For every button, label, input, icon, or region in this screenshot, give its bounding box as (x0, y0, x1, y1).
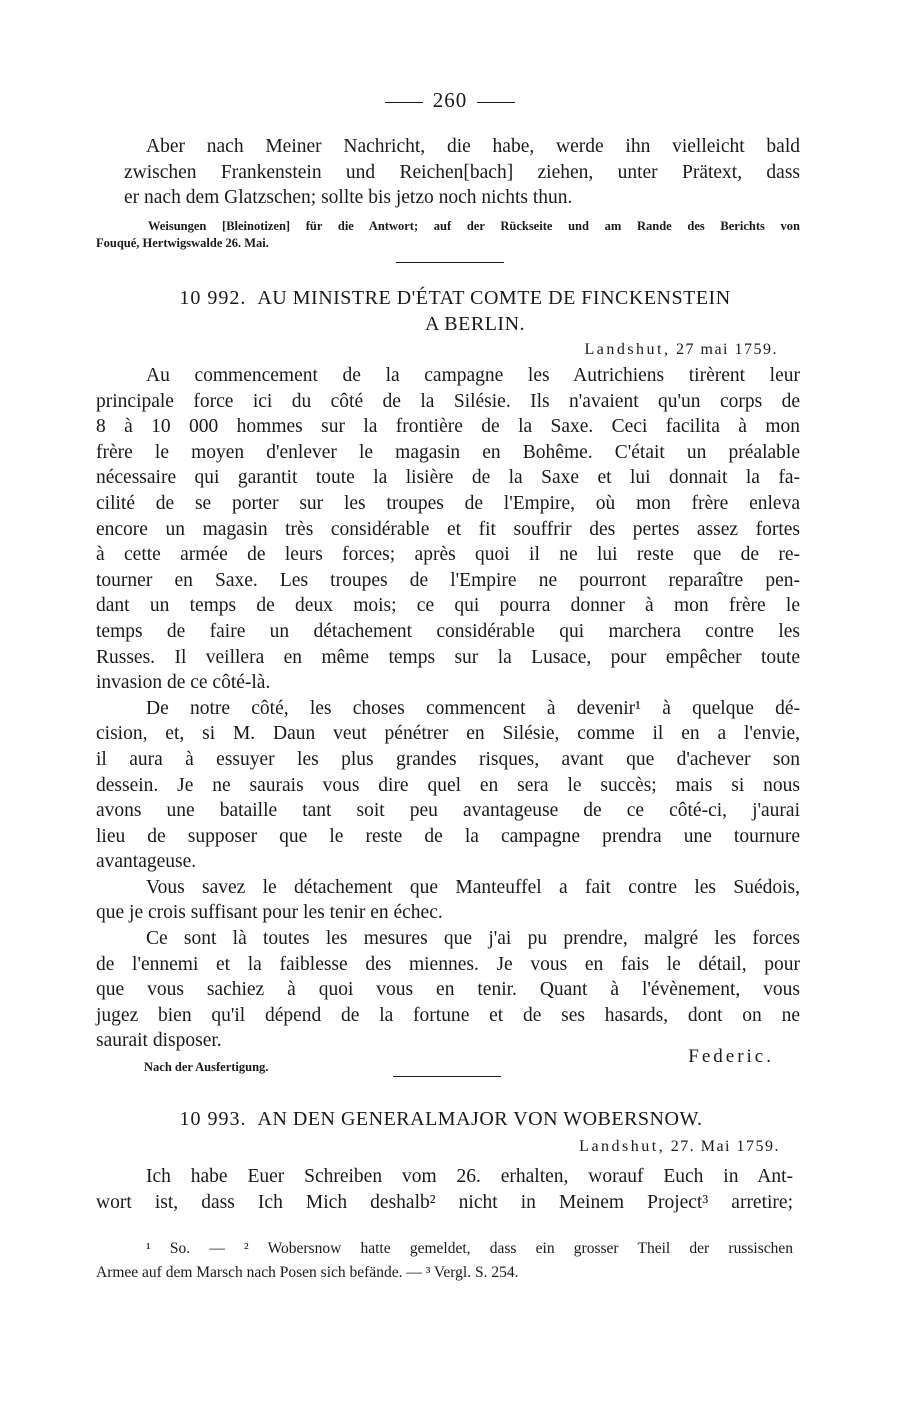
body-line: à cette armée de leurs forces; après quoi il ne lui reste que de re- (96, 544, 800, 566)
body-line: tourner en Saxe. Les troupes de l'Empire ne pourront reparaître pen- (96, 569, 800, 591)
letter-paragraph-4 (96, 926, 800, 1054)
letter-number: 10 993. (179, 1108, 247, 1130)
body-line: nécessaire qui garantit toute la lisière de la Saxe et lui donnait la fa- (96, 467, 800, 489)
body-line: De notre côté, les choses commencent à devenir¹ à quelque dé- (146, 697, 800, 719)
letter-heading-line1: AN DEN GENERALMAJOR VON WOBERSNOW. (257, 1108, 703, 1130)
page-number-dash-right (477, 102, 515, 103)
letter-heading-line1: AU MINISTRE D'ÉTAT COMTE DE FINCKENSTEIN (257, 287, 731, 309)
intro-line: er nach dem Glatzschen; sollte bis jetzo noch nichts thun. (124, 187, 573, 209)
body-line: dessein. Je ne saurais vous dire quel en sera le succès; mais si nous (96, 774, 800, 796)
body-line: avons une bataille tant soit peu avantageuse de ce côté-ci, j'aurai (96, 800, 800, 822)
dateline-date: 27 mai 1759. (676, 341, 778, 358)
letter-10992-dateline (400, 339, 778, 361)
page-number-text: 260 (432, 88, 468, 112)
letter-heading-line2: A BERLIN. (424, 313, 526, 335)
body-line: dant un temps de deux mois; ce qui pourra donner à mon frère le (96, 595, 800, 617)
intro-paragraph (124, 134, 800, 211)
letter-paragraph-2 (96, 696, 800, 875)
body-line: jugez bien qu'il dépend de la fortune et de ses hasards, dont on ne (96, 1004, 800, 1026)
body-line: wort ist, dass Ich Mich deshalb² nicht in Meinem Project³ arretire; (96, 1191, 793, 1213)
body-line: frère le moyen d'enlever le magasin en Bohême. C'était un préalable (96, 441, 800, 463)
letter-10993-heading (110, 1106, 800, 1132)
source-note-line: Weisungen [Bleinotizen] für die Antwort; auf der Rückseite und am Rande des Berichts von (148, 219, 800, 233)
letter-paragraph-1 (96, 363, 800, 696)
dateline-date: 27. Mai 1759. (670, 1138, 780, 1155)
letter-10992-body (96, 363, 800, 1054)
body-line: principale force ici du côté de la Silésie. Ils n'avaient qu'un corps de (96, 390, 800, 412)
body-line: cision, et, si M. Daun veut pénétrer en Silésie, comme il en a l'envie, (96, 723, 800, 745)
intro-line: zwischen Frankenstein und Reichen[bach] ziehen, unter Prätext, dass (124, 161, 800, 183)
body-line: Ich habe Euer Schreiben vom 26. erhalten, worauf Euch in Ant- (146, 1166, 793, 1187)
dateline-place: Landshut, (584, 341, 671, 358)
body-line: que vous sachiez à quoi vous en tenir. Quant à l'évènement, vous (96, 979, 800, 1001)
letter-10992-heading (110, 285, 800, 311)
body-line: il aura à essuyer les plus grandes risques, avant que d'achever son (96, 748, 800, 770)
page-number-dash-left (385, 102, 423, 103)
page-number (0, 86, 900, 114)
source-note-line: Fouqué, Hertwigswalde 26. Mai. (96, 236, 269, 250)
footnotes (96, 1237, 793, 1285)
letter-10992-heading-line2 (110, 311, 800, 337)
body-line: temps de faire un détachement considérable qui marchera contre les (96, 620, 800, 642)
body-line: de l'ennemi et la faiblesse des miennes. Je vous en fais le détail, pour (96, 953, 800, 975)
body-line: Russes. Il veillera en même temps sur la Lusace, pour empêcher toute (96, 646, 800, 668)
body-line: encore un magasin très considérable et fit souffrir des pertes assez fortes (96, 518, 800, 540)
dateline-place: Landshut, (579, 1138, 666, 1155)
source-note-weisungen (96, 218, 800, 252)
footnote-line: Armee auf dem Marsch nach Posen sich befände. — ³ Vergl. S. 254. (96, 1264, 519, 1281)
source-note-ausfertigung: Nach der Ausfertigung. (144, 1060, 269, 1074)
body-line: saurait disposer. (96, 1030, 222, 1052)
signature: Federic. (688, 1046, 774, 1067)
letter-10993-dateline (400, 1136, 780, 1158)
section-divider (396, 262, 504, 263)
body-line: invasion de ce côté-là. (96, 672, 271, 694)
body-line: Ce sont là toutes les mesures que j'ai pu prendre, malgré les forces (146, 928, 800, 950)
section-divider (393, 1076, 501, 1077)
letter-10993-body (96, 1164, 793, 1215)
letter-paragraph-3 (96, 875, 800, 926)
footnote-line: ¹ So. — ² Wobersnow hatte gemeldet, dass ein grosser Theil der russischen (146, 1240, 793, 1257)
letter-number: 10 992. (179, 287, 247, 309)
body-line: 8 à 10 000 hommes sur la frontière de la Saxe. Ceci facilita à mon (96, 416, 800, 438)
intro-line: Aber nach Meiner Nachricht, die habe, werde ihn vielleicht bald (146, 136, 800, 157)
body-line: que je crois suffisant pour les tenir en échec. (96, 902, 443, 924)
body-line: avantageuse. (96, 851, 197, 873)
body-line: cilité de se porter sur les troupes de l'Empire, où mon frère enleva (96, 492, 800, 514)
body-line: lieu de supposer que le reste de la campagne prendra une tournure (96, 825, 800, 847)
body-line: Au commencement de la campagne les Autrichiens tirèrent leur (146, 365, 800, 386)
body-line: Vous savez le détachement que Manteuffel a fait contre les Suédois, (146, 876, 800, 898)
